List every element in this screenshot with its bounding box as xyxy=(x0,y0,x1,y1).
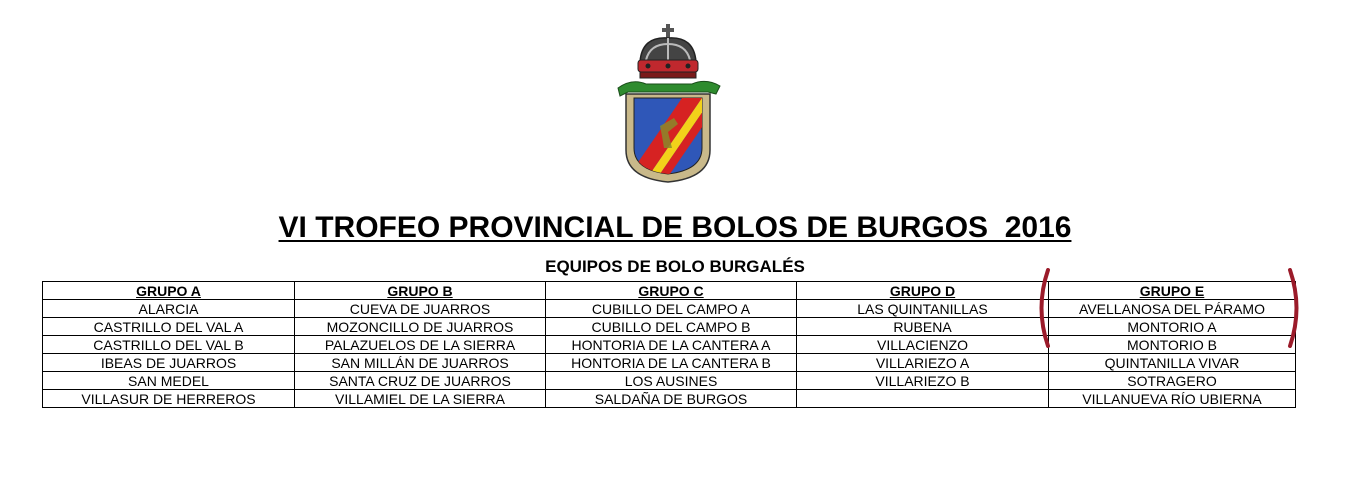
table-cell: MONTORIO A xyxy=(1049,318,1296,336)
table-cell: RUBENA xyxy=(797,318,1049,336)
column-header-grupo-a: GRUPO A xyxy=(43,282,295,300)
table-cell: MONTORIO B xyxy=(1049,336,1296,354)
column-header-grupo-d: GRUPO D xyxy=(797,282,1049,300)
table-cell: VILLARIEZO A xyxy=(797,354,1049,372)
table-cell: LAS QUINTANILLAS xyxy=(797,300,1049,318)
column-header-grupo-c: GRUPO C xyxy=(546,282,797,300)
right-parenthesis-annotation xyxy=(1287,268,1305,348)
table-cell: CASTRILLO DEL VAL A xyxy=(43,318,295,336)
table-cell: VILLACIENZO xyxy=(797,336,1049,354)
table-cell: CUEVA DE JUARROS xyxy=(295,300,546,318)
table-cell: HONTORIA DE LA CANTERA B xyxy=(546,354,797,372)
table-row xyxy=(43,354,1296,372)
table-row xyxy=(43,336,1296,354)
coat-of-arms-icon xyxy=(612,22,724,187)
table-row xyxy=(43,390,1296,408)
table-cell: CUBILLO DEL CAMPO A xyxy=(546,300,797,318)
table-cell: QUINTANILLA VIVAR xyxy=(1049,354,1296,372)
table-cell: AVELLANOSA DEL PÁRAMO xyxy=(1049,300,1296,318)
table-header-row xyxy=(43,282,1296,300)
table-cell: SAN MILLÁN DE JUARROS xyxy=(295,354,546,372)
table-row xyxy=(43,318,1296,336)
table-cell: VILLASUR DE HERREROS xyxy=(43,390,295,408)
table-cell: SALDAÑA DE BURGOS xyxy=(546,390,797,408)
table-cell: HONTORIA DE LA CANTERA A xyxy=(546,336,797,354)
table-cell: VILLANUEVA RÍO UBIERNA xyxy=(1049,390,1296,408)
table-cell: SANTA CRUZ DE JUARROS xyxy=(295,372,546,390)
table-cell: SOTRAGERO xyxy=(1049,372,1296,390)
column-header-grupo-b: GRUPO B xyxy=(295,282,546,300)
table-cell: MOZONCILLO DE JUARROS xyxy=(295,318,546,336)
table-cell: SAN MEDEL xyxy=(43,372,295,390)
table-cell: CASTRILLO DEL VAL B xyxy=(43,336,295,354)
page-title: VI TROFEO PROVINCIAL DE BOLOS DE BURGOS 2016 xyxy=(278,211,1072,244)
page-subtitle: EQUIPOS DE BOLO BURGALÉS xyxy=(545,257,805,276)
table-cell: CUBILLO DEL CAMPO B xyxy=(546,318,797,336)
table-row xyxy=(43,372,1296,390)
groups-table xyxy=(42,281,1296,408)
table-cell: VILLARIEZO B xyxy=(797,372,1049,390)
left-parenthesis-annotation xyxy=(1033,268,1051,348)
column-header-grupo-e: GRUPO E xyxy=(1049,282,1296,300)
table-row xyxy=(43,300,1296,318)
table-cell: PALAZUELOS DE LA SIERRA xyxy=(295,336,546,354)
table-cell: LOS AUSINES xyxy=(546,372,797,390)
table-cell-empty xyxy=(797,390,1049,408)
table-cell: IBEAS DE JUARROS xyxy=(43,354,295,372)
table-cell: ALARCIA xyxy=(43,300,295,318)
table-cell: VILLAMIEL DE LA SIERRA xyxy=(295,390,546,408)
